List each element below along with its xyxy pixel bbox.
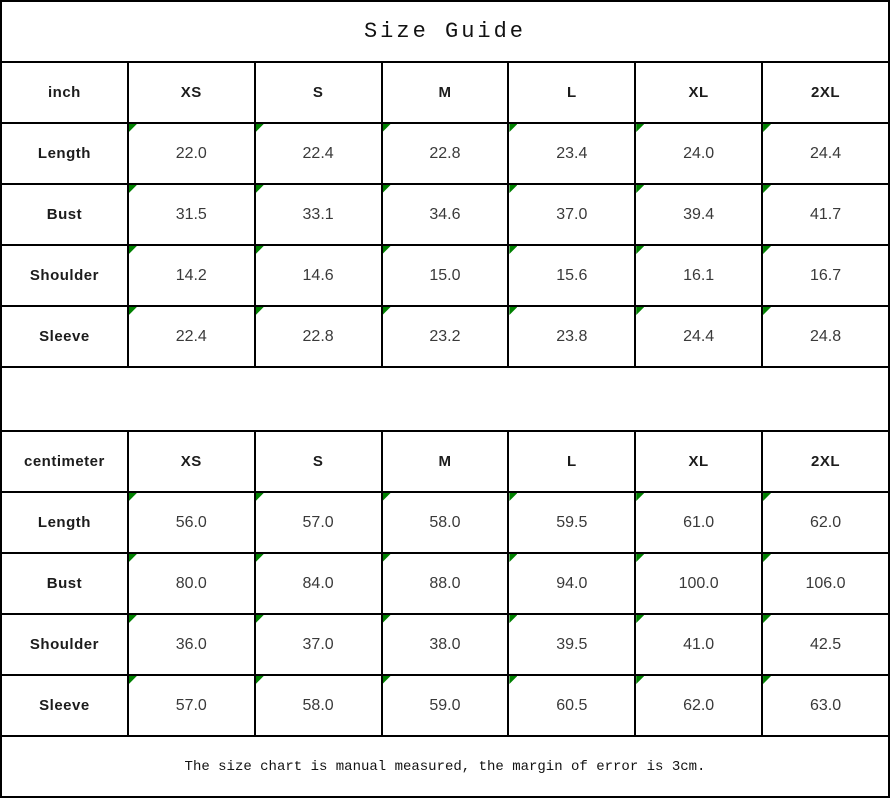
value-text: 88.0 [429,574,461,592]
text-cell-marker-icon [256,615,264,623]
value-cell [128,184,255,245]
value-cell [635,553,762,614]
value-cell [762,306,889,367]
text-cell-marker-icon [636,246,644,254]
row-label: Sleeve [1,306,128,367]
value-cell [635,614,762,675]
value-text: 37.0 [556,205,588,223]
value-cell [128,306,255,367]
text-cell-marker-icon [256,185,264,193]
text-cell-marker-icon [763,676,771,684]
text-cell-marker-icon [636,676,644,684]
text-cell-marker-icon [383,124,391,132]
value-text: 31.5 [175,205,207,223]
centimeter-length-row [1,492,889,553]
value-cell [508,245,635,306]
text-cell-marker-icon [763,615,771,623]
value-cell [762,614,889,675]
text-cell-marker-icon [636,493,644,501]
text-cell-marker-icon [256,307,264,315]
row-label: Length [1,123,128,184]
size-header-2xl: 2XL [762,431,889,492]
value-cell [508,492,635,553]
value-cell [635,675,762,736]
text-cell-marker-icon [383,615,391,623]
value-cell [508,614,635,675]
centimeter-header-row [1,431,889,492]
value-cell [635,306,762,367]
value-text: 34.6 [429,205,461,223]
value-text: 37.0 [302,635,334,653]
text-cell-marker-icon [256,246,264,254]
value-cell [255,245,382,306]
text-cell-marker-icon [636,615,644,623]
text-cell-marker-icon [763,493,771,501]
text-cell-marker-icon [763,307,771,315]
value-text: 57.0 [175,696,207,714]
spacer-cell [1,367,889,431]
value-text: 16.1 [683,266,715,284]
value-text: 15.6 [556,266,588,284]
value-text: 106.0 [805,574,846,592]
text-cell-marker-icon [636,185,644,193]
row-label: Sleeve [1,675,128,736]
text-cell-marker-icon [256,124,264,132]
value-cell [635,184,762,245]
text-cell-marker-icon [129,246,137,254]
row-label: Shoulder [1,245,128,306]
value-cell [635,245,762,306]
value-text: 41.0 [683,635,715,653]
value-cell [382,306,509,367]
row-label: Shoulder [1,614,128,675]
value-text: 23.4 [556,144,588,162]
value-cell [635,492,762,553]
text-cell-marker-icon [256,554,264,562]
text-cell-marker-icon [383,554,391,562]
inch-length-row [1,123,889,184]
value-cell [255,614,382,675]
text-cell-marker-icon [509,676,517,684]
value-text: 56.0 [175,513,207,531]
inch-sleeve-row [1,306,889,367]
text-cell-marker-icon [763,185,771,193]
value-text: 42.5 [809,635,842,653]
text-cell-marker-icon [509,493,517,501]
value-text: 62.0 [683,696,715,714]
text-cell-marker-icon [129,185,137,193]
value-cell [382,245,509,306]
text-cell-marker-icon [763,246,771,254]
value-cell [255,184,382,245]
value-cell [255,123,382,184]
row-label: Length [1,492,128,553]
spacer-row [1,367,889,431]
value-text: 39.4 [683,205,715,223]
size-header-l: L [508,431,635,492]
text-cell-marker-icon [383,185,391,193]
value-cell [382,553,509,614]
centimeter-bust-row [1,553,889,614]
value-cell [255,553,382,614]
value-text: 57.0 [302,513,334,531]
value-cell [128,553,255,614]
value-cell [762,184,889,245]
text-cell-marker-icon [763,124,771,132]
value-cell [255,675,382,736]
value-text: 41.7 [809,205,842,223]
page-title: Size Guide [1,1,889,62]
inch-header-row [1,62,889,123]
value-text: 38.0 [429,635,461,653]
value-cell [762,245,889,306]
value-cell [128,614,255,675]
value-text: 23.2 [429,327,461,345]
centimeter-sleeve-row [1,675,889,736]
footer-row [1,736,889,797]
row-label: Bust [1,553,128,614]
value-text: 24.8 [809,327,842,345]
value-text: 33.1 [302,205,334,223]
size-header-m: M [382,62,509,123]
size-header-s: S [255,62,382,123]
value-text: 24.4 [809,144,842,162]
value-cell [508,553,635,614]
text-cell-marker-icon [383,307,391,315]
value-text: 22.4 [302,144,334,162]
text-cell-marker-icon [129,676,137,684]
value-cell [762,123,889,184]
value-cell [382,184,509,245]
inch-shoulder-row [1,245,889,306]
size-header-2xl: 2XL [762,62,889,123]
size-header-s: S [255,431,382,492]
size-header-l: L [508,62,635,123]
text-cell-marker-icon [509,185,517,193]
value-text: 100.0 [678,574,719,592]
text-cell-marker-icon [763,554,771,562]
centimeter-shoulder-row [1,614,889,675]
value-cell [382,614,509,675]
text-cell-marker-icon [509,554,517,562]
value-text: 58.0 [302,696,334,714]
text-cell-marker-icon [256,676,264,684]
inch-bust-row [1,184,889,245]
size-header-xs: XS [128,62,255,123]
value-cell [508,675,635,736]
text-cell-marker-icon [129,307,137,315]
value-text: 22.8 [429,144,461,162]
text-cell-marker-icon [636,307,644,315]
value-cell [255,492,382,553]
value-text: 22.0 [175,144,207,162]
value-text: 22.8 [302,327,334,345]
text-cell-marker-icon [509,307,517,315]
value-text: 63.0 [809,696,842,714]
value-cell [382,492,509,553]
value-cell [508,184,635,245]
value-text: 16.7 [809,266,842,284]
value-text: 39.5 [556,635,588,653]
value-text: 14.2 [175,266,207,284]
value-cell [635,123,762,184]
text-cell-marker-icon [129,124,137,132]
value-text: 59.5 [556,513,588,531]
value-text: 60.5 [556,696,588,714]
unit-label-inch: inch [1,62,128,123]
size-header-xl: XL [635,62,762,123]
text-cell-marker-icon [509,615,517,623]
value-cell [128,123,255,184]
value-text: 24.0 [683,144,715,162]
value-text: 22.4 [175,327,207,345]
value-text: 58.0 [429,513,461,531]
text-cell-marker-icon [129,554,137,562]
value-text: 94.0 [556,574,588,592]
unit-label-centimeter: centimeter [1,431,128,492]
value-text: 23.8 [556,327,588,345]
text-cell-marker-icon [256,493,264,501]
value-cell [762,492,889,553]
text-cell-marker-icon [509,246,517,254]
value-cell [382,675,509,736]
row-label: Bust [1,184,128,245]
value-text: 14.6 [302,266,334,284]
value-text: 15.0 [429,266,461,284]
value-text: 59.0 [429,696,461,714]
value-text: 62.0 [809,513,842,531]
value-text: 80.0 [175,574,207,592]
text-cell-marker-icon [129,615,137,623]
value-cell [128,245,255,306]
value-text: 24.4 [683,327,715,345]
value-cell [128,492,255,553]
text-cell-marker-icon [383,493,391,501]
value-cell [128,675,255,736]
size-header-xs: XS [128,431,255,492]
value-cell [762,675,889,736]
text-cell-marker-icon [383,246,391,254]
value-text: 36.0 [175,635,207,653]
value-cell [508,123,635,184]
value-text: 61.0 [683,513,715,531]
text-cell-marker-icon [509,124,517,132]
text-cell-marker-icon [636,124,644,132]
value-cell [382,123,509,184]
text-cell-marker-icon [636,554,644,562]
value-cell [508,306,635,367]
text-cell-marker-icon [129,493,137,501]
value-cell [762,553,889,614]
text-cell-marker-icon [383,676,391,684]
size-header-m: M [382,431,509,492]
size-header-xl: XL [635,431,762,492]
value-text: 84.0 [302,574,334,592]
value-cell [255,306,382,367]
footer-note: The size chart is manual measured, the margin of error is 3cm. [1,736,889,797]
title-row [1,1,889,62]
